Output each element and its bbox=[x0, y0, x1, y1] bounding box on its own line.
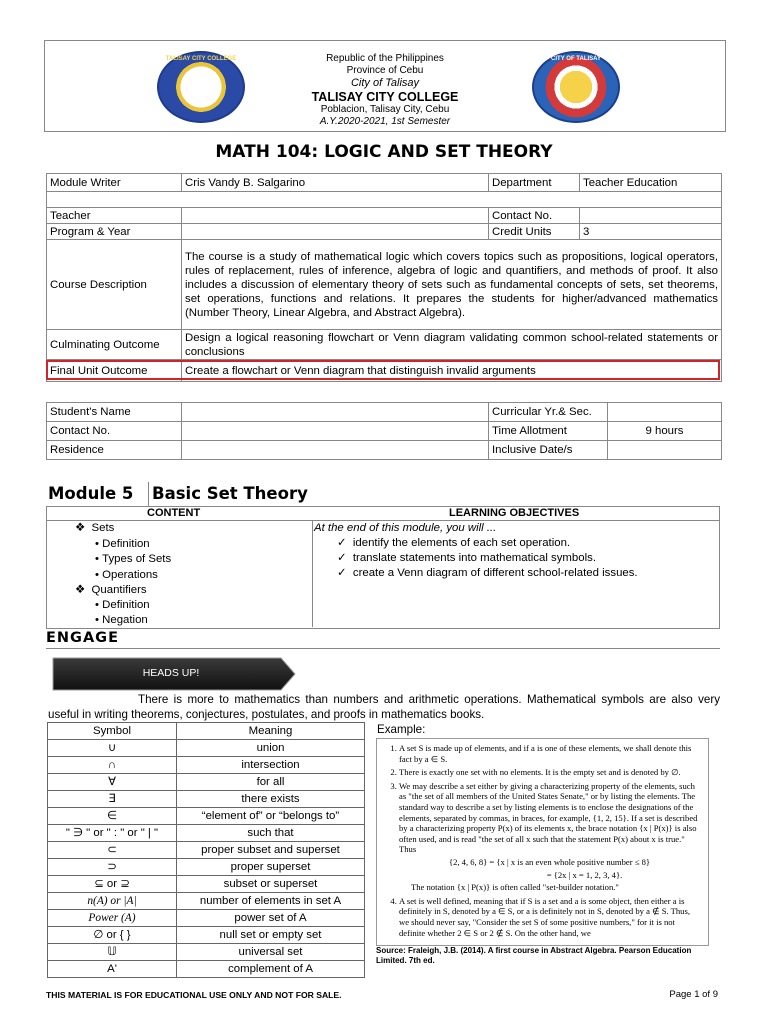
table-row: ∃ there exists bbox=[48, 791, 365, 808]
table-row: ∅ or { } null set or empty set bbox=[48, 927, 365, 944]
diamond-bullet-icon: ❖ bbox=[75, 522, 92, 534]
intro-paragraph: There is more to mathematics than numbers and arithmetic operations. Mathematical symbols are also very useful in writing theorems, conjectures, postulates, and proofs in mathematics books. bbox=[48, 693, 720, 721]
objectives-header: LEARNING OBJECTIVES bbox=[449, 507, 580, 519]
objectives-intro: At the end of this module, you will ... bbox=[314, 522, 497, 534]
student-contact-value bbox=[182, 422, 489, 441]
table-row: ∀ for all bbox=[48, 774, 365, 791]
formula-line: {2, 4, 6, 8} = {x | x is an even whole positive number ≤ 8} bbox=[448, 856, 651, 867]
document-title: MATH 104: LOGIC AND SET THEORY bbox=[215, 142, 553, 162]
final-outcome-highlight bbox=[46, 360, 720, 380]
table-row: 𝕌 universal set bbox=[48, 944, 365, 961]
department-label: Department bbox=[489, 174, 580, 192]
table-row: ∈ “element of” or “belongs to” bbox=[48, 808, 365, 825]
content-header: CONTENT bbox=[147, 507, 201, 519]
table-row: ⊃ proper superset bbox=[48, 859, 365, 876]
address-line: Poblacion, Talisay City, Cebu bbox=[320, 104, 450, 115]
table-row: Power (A) power set of A bbox=[48, 910, 365, 927]
objective-item: ✓ identify the elements of each set operation. bbox=[337, 537, 571, 549]
content-item: • Definition bbox=[95, 599, 150, 611]
time-allotment-value: 9 hours bbox=[608, 422, 722, 441]
curricular-label: Curricular Yr.& Sec. bbox=[489, 403, 608, 422]
program-label: Program & Year bbox=[47, 224, 182, 240]
teacher-label: Teacher bbox=[47, 208, 182, 224]
dot-bullet-icon: • bbox=[95, 538, 103, 550]
content-objectives-table bbox=[46, 507, 720, 629]
time-allotment-label: Time Allotment bbox=[489, 422, 608, 441]
module-writer-label: Module Writer bbox=[47, 174, 182, 192]
example-label: Example: bbox=[377, 723, 426, 736]
example-item: 3. We may describe a set either by giving a characterizing property of the elements, such as "the set of all members of the United States Senate," or by listing the elements. The standard way to describe a set by listing elements is to enclose the designations of the elements, separated by commas, in braces, for example, {1, 2, 15}. If a set is described by a characterizing property P(x) of its elements x, the brace notation {x | P(x)} is also often used, and is read "the set of all x such that the statement P(x) about x is true." Thus {2, 4, 6, 8} = {x | x is an even whole positive number ≤ 8} = {2x | x = 1, 2, 3, 4}. The notation {x | P(x)} is often called "set-builder notation." bbox=[399, 781, 700, 893]
dot-bullet-icon: • bbox=[95, 553, 103, 565]
content-item: • Types of Sets bbox=[95, 553, 172, 565]
republic-line: Republic of the Philippines bbox=[326, 53, 444, 64]
module-name: Basic Set Theory bbox=[152, 484, 308, 503]
module-number: Module 5 bbox=[48, 484, 134, 503]
dot-bullet-icon: • bbox=[95, 569, 103, 581]
final-outcome-label: Final Unit Outcome bbox=[47, 360, 182, 382]
student-name-label: Student's Name bbox=[47, 403, 182, 422]
contact-value bbox=[580, 208, 722, 224]
student-info-table bbox=[46, 402, 722, 460]
table-row: ⊆ or ⊇ subset or superset bbox=[48, 876, 365, 893]
table-row: " ∋ " or " : " or " | " such that bbox=[48, 825, 365, 842]
objective-item: ✓ create a Venn diagram of different school-related issues. bbox=[337, 567, 638, 579]
culminating-value: Design a logical reasoning flowchart or Venn diagram validating common school-related statements or conclusions bbox=[182, 330, 722, 360]
curricular-value bbox=[608, 403, 722, 422]
symbol-table bbox=[47, 722, 365, 978]
dot-bullet-icon: • bbox=[95, 614, 103, 626]
contact-label: Contact No. bbox=[489, 208, 580, 224]
residence-value bbox=[182, 441, 489, 460]
check-icon: ✓ bbox=[337, 552, 353, 564]
college-logo: TALISAY CITY COLLEGE bbox=[157, 51, 245, 123]
teacher-value bbox=[182, 208, 489, 224]
residence-label: Residence bbox=[47, 441, 182, 460]
city-line: City of Talisay bbox=[350, 77, 420, 89]
formula-line: = {2x | x = 1, 2, 3, 4}. bbox=[546, 869, 623, 880]
course-desc-value: The course is a study of mathematical logic which covers topics such as propositions, logical operators, rules of replacement, rules of inference, algebra of logic and quantifiers, and methods of proof. It also includes a discussion of elementary theory of sets such as fundamental concepts of sets, set theorems, set operations, functions and relations. It prepares the students for higher/advanced mathematics (Number Theory, Linear Algebra, and Abstract Algebra). bbox=[182, 240, 722, 330]
check-icon: ✓ bbox=[337, 567, 353, 579]
province-line: Province of Cebu bbox=[346, 65, 424, 76]
content-item: • Operations bbox=[95, 569, 158, 581]
academic-year: A.Y.2020-2021, 1st Semester bbox=[319, 116, 451, 127]
credit-label: Credit Units bbox=[489, 224, 580, 240]
example-item: 4. A set is well defined, meaning that if S is a set and a is some object, then either a is definitely in S, denoted by a ∈ S, or a is definitely not in S, denoted by a ∉ S. Thus, we should never say, "Consider the set S of some positive numbers," for it is not definite whether 2 ∈ S or 2 ∉ S. On the other hand, we bbox=[399, 896, 700, 938]
example-item: 1. A set S is made up of elements, and if a is one of these elements, we shall denote this fact by a ∈ S. bbox=[399, 743, 700, 764]
dot-bullet-icon: • bbox=[95, 599, 103, 611]
symbol-header: Symbol bbox=[48, 723, 177, 740]
course-info-table bbox=[46, 173, 722, 382]
example-excerpt bbox=[376, 738, 709, 946]
student-contact-label: Contact No. bbox=[47, 422, 182, 441]
program-value bbox=[182, 224, 489, 240]
heads-up-banner bbox=[51, 656, 297, 692]
spacer-row bbox=[47, 192, 722, 208]
page-number: Page 1 of 9 bbox=[669, 989, 718, 1000]
formula-note: The notation {x | P(x)} is often called "set-builder notation." bbox=[411, 882, 619, 893]
module-writer-value: Cris Vandy B. Salgarino bbox=[182, 174, 489, 192]
culminating-label: Culminating Outcome bbox=[47, 330, 182, 360]
city-seal-logo: CITY OF TALISAY bbox=[532, 51, 620, 123]
meaning-header: Meaning bbox=[177, 723, 365, 740]
check-icon: ✓ bbox=[337, 537, 353, 549]
dates-label: Inclusive Date/s bbox=[489, 441, 608, 460]
content-item: • Negation bbox=[95, 614, 148, 626]
table-row: ∩ intersection bbox=[48, 757, 365, 774]
document-header bbox=[44, 40, 726, 132]
table-row: ⊂ proper subset and superset bbox=[48, 842, 365, 859]
department-value: Teacher Education bbox=[580, 174, 722, 192]
dates-value bbox=[608, 441, 722, 460]
footer-disclaimer: THIS MATERIAL IS FOR EDUCATIONAL USE ONLY AND NOT FOR SALE. bbox=[46, 990, 342, 1000]
table-row: ∪ union bbox=[48, 740, 365, 757]
objective-item: ✓ translate statements into mathematical symbols. bbox=[337, 552, 596, 564]
engage-heading: ENGAGE bbox=[46, 630, 119, 646]
content-item: ❖ Sets bbox=[75, 522, 115, 534]
content-item: ❖ Quantifiers bbox=[75, 584, 147, 596]
table-row: A' complement of A bbox=[48, 961, 365, 978]
content-item: • Definition bbox=[95, 538, 150, 550]
example-item: 2. There is exactly one set with no elements. It is the empty set and is denoted by ∅. bbox=[399, 767, 700, 778]
table-row: n(A) or |A| number of elements in set A bbox=[48, 893, 365, 910]
header-text bbox=[45, 53, 725, 128]
course-desc-label: Course Description bbox=[47, 240, 182, 330]
credit-value: 3 bbox=[580, 224, 722, 240]
source-citation: Source: Fraleigh, J.B. (2014). A first course in Abstract Algebra. Pearson Education Limited. 7th ed. bbox=[376, 946, 692, 965]
diamond-bullet-icon: ❖ bbox=[75, 584, 92, 596]
heads-up-label: HEADS UP! bbox=[142, 667, 200, 679]
college-name: TALISAY CITY COLLEGE bbox=[311, 90, 459, 104]
final-outcome-value: Create a flowchart or Venn diagram that distinguish invalid arguments bbox=[182, 360, 722, 382]
student-name-value bbox=[182, 403, 489, 422]
